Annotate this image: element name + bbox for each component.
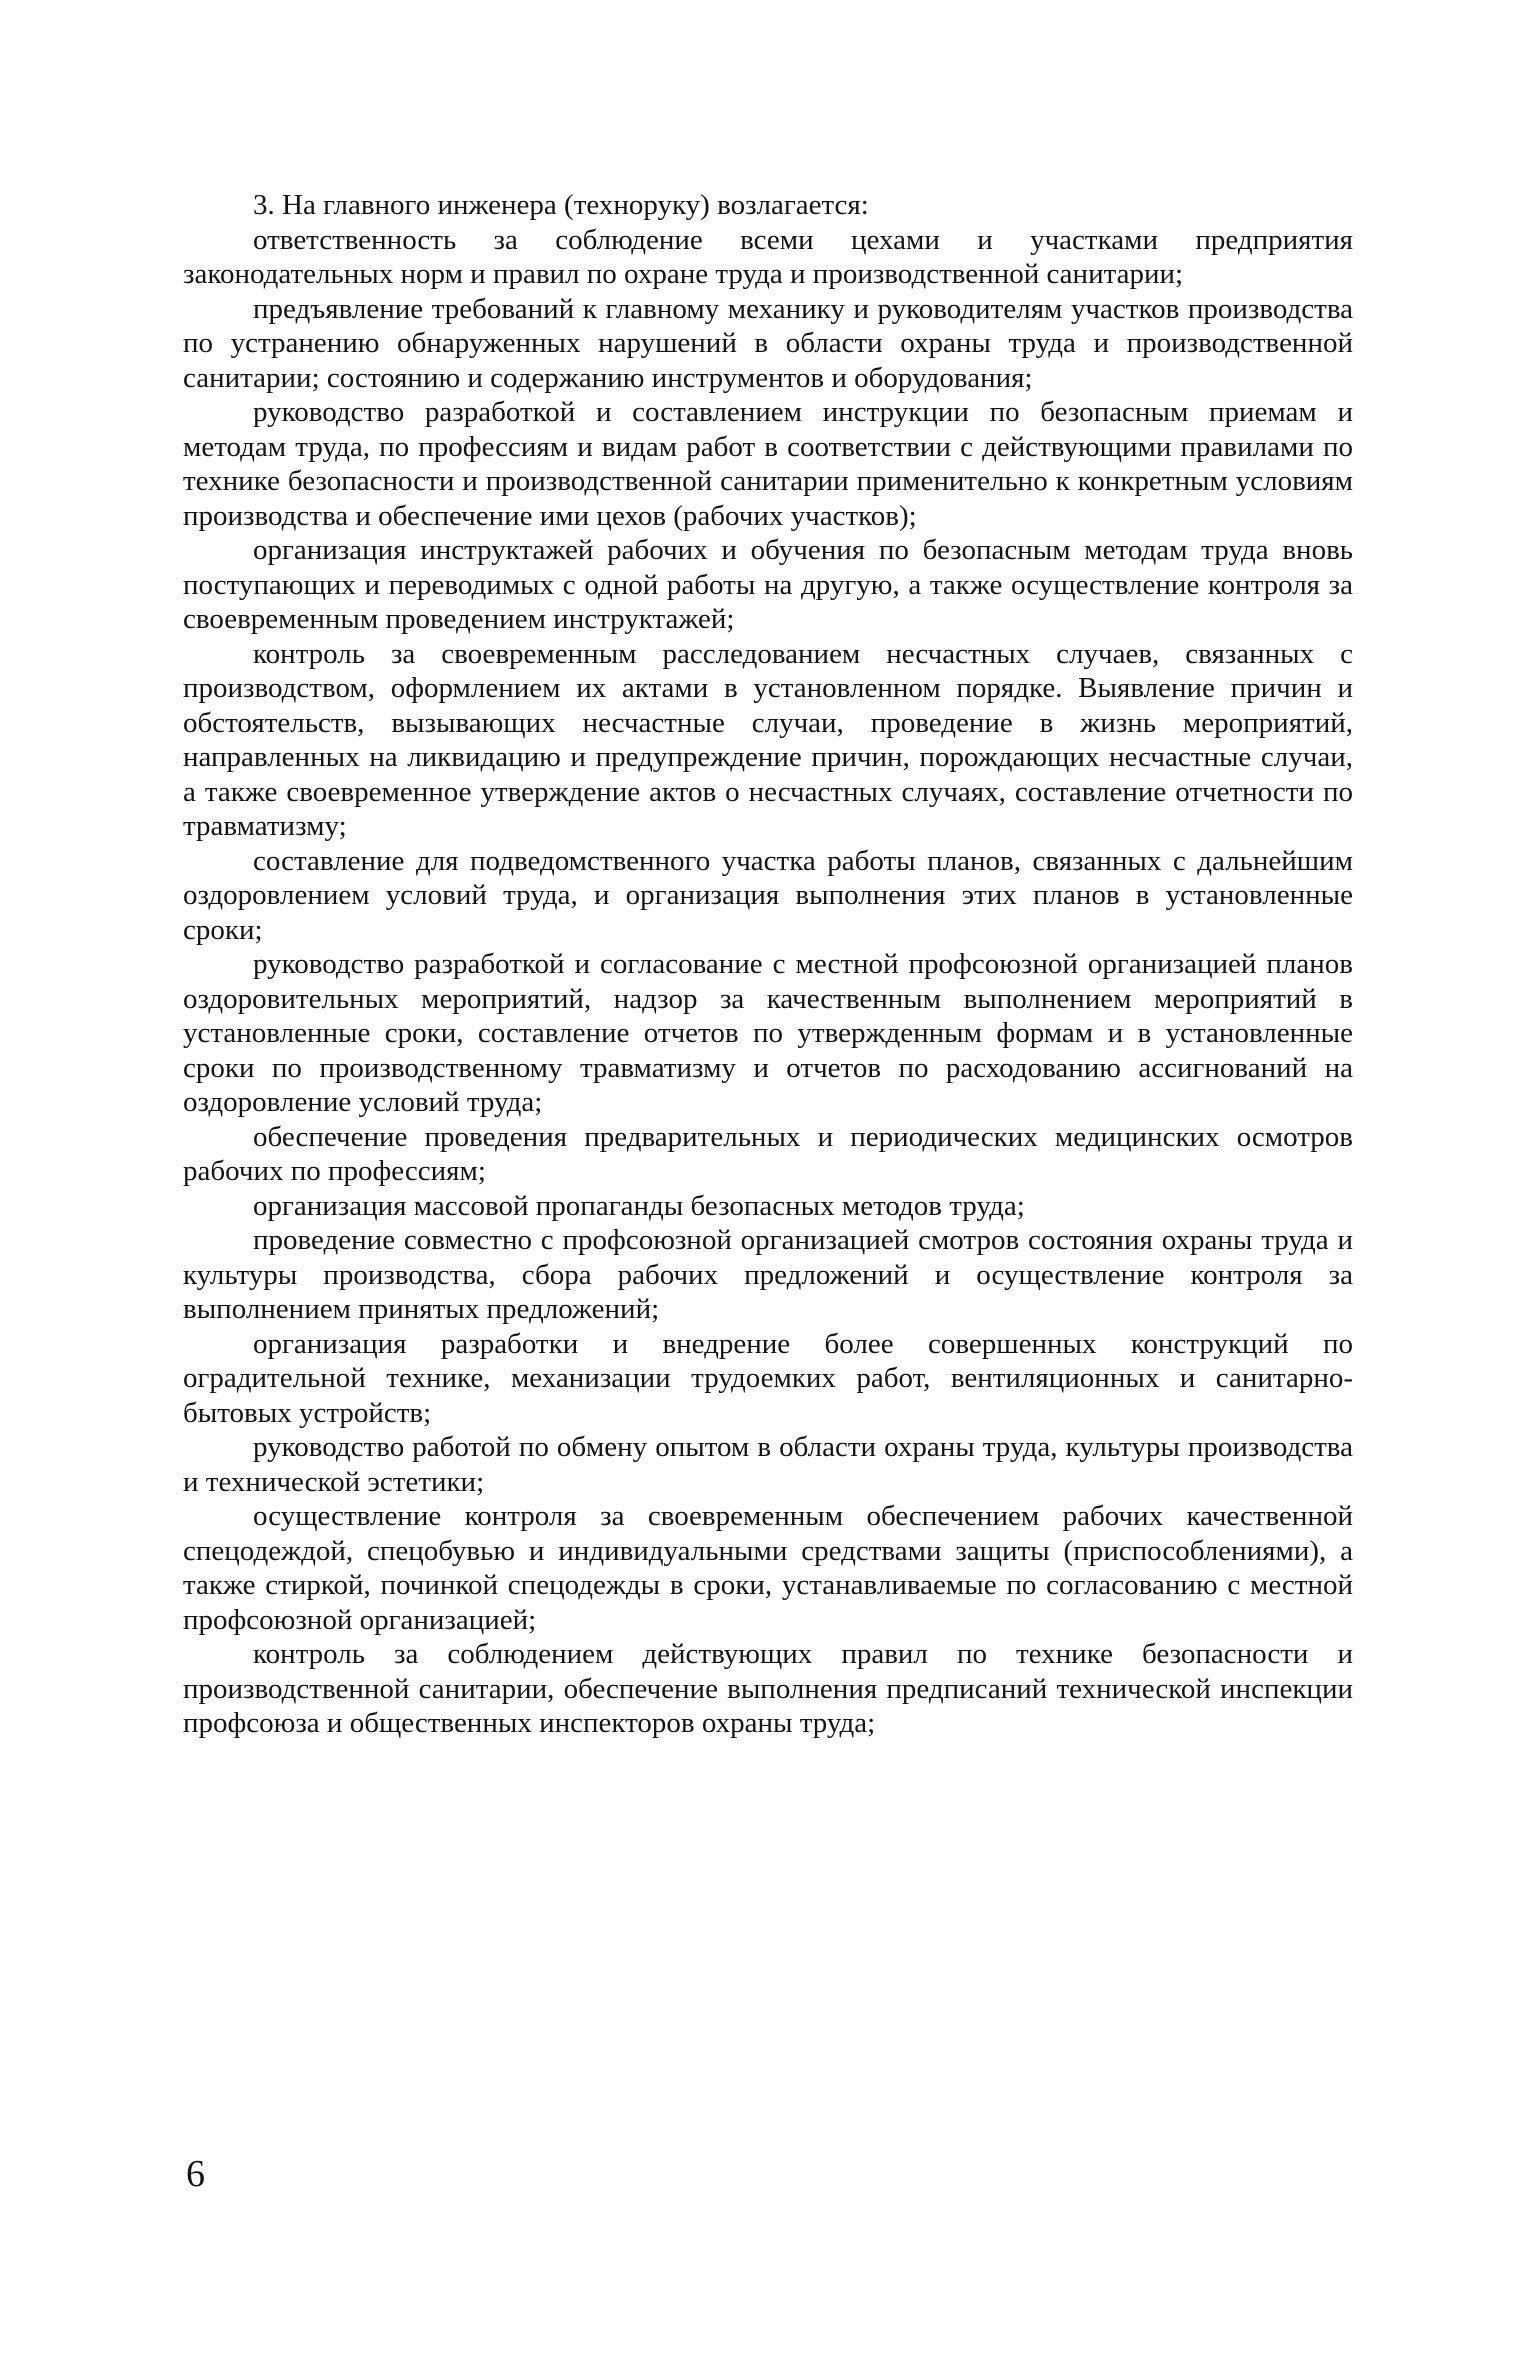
section-heading: 3. На главного инженера (техноруку) возлагается: — [253, 189, 869, 221]
paragraph: руководство работой по обмену опытом в области охраны труда, культуры производства и технической эстетики; — [183, 1431, 1353, 1498]
paragraph: осуществление контроля за своевременным обеспечением рабочих качественной спецодеждой, спецобувью и индивидуальными средствами защиты (приспособлениями), а также стиркой, починкой спецодежды в сроки, устанавливаемые по согласованию с местной профсоюзной организацией; — [183, 1500, 1353, 1636]
paragraph: ответственность за соблюдение всеми цехами и участками предприятия законодательных норм и правил по охране труда и производственной санитарии; — [183, 223, 1353, 290]
paragraph: обеспечение проведения предварительных и периодических медицинских осмотров рабочих по профессиям; — [183, 1120, 1353, 1187]
paragraph: организация инструктажей рабочих и обучения по безопасным методам труда вновь поступающих и переводимых с одной работы на другую, а также осуществление контроля за своевременным проведением инструктажей; — [183, 534, 1353, 635]
body-text — [183, 188, 1353, 1741]
paragraph: контроль за своевременным расследованием несчастных случаев, связанных с производством, оформлением их актами в установленном порядке. Выявление причин и обстоятельств, вызывающих несчастные случаи, проведение в жизнь мероприятий, направленных на ликвидацию и предупреждение причин, порождающих несчастные случаи, а также своевременное утверждение актов о несчастных случаях, составление отчетности по травматизму; — [183, 637, 1353, 842]
page-number: 6 — [186, 2153, 205, 2195]
paragraph: контроль за соблюдением действующих правил по технике безопасности и производственной санитарии, обеспечение выполнения предписаний технической инспекции профсоюза и общественных инспекторов охраны труда; — [183, 1638, 1353, 1739]
paragraph: предъявление требований к главному механику и руководителям участков производства по устранению обнаруженных нарушений в области охраны труда и производственной санитарии; состоянию и содержанию инструментов и оборудования; — [183, 292, 1353, 394]
paragraph: составление для подведомственного участка работы планов, связанных с дальнейшим оздоровлением условий труда, и организация выполнения этих планов в установленные сроки; — [183, 844, 1353, 946]
paragraph: руководство разработкой и согласование с местной профсоюзной организацией планов оздоровительных мероприятий, надзор за качественным выполнением мероприятий в установленные сроки, составление отчетов по утвержденным формам и в установленные сроки по производственному травматизму и отчетов по расходованию ассигнований на оздоровление условий труда; — [183, 948, 1353, 1118]
paragraph: руководство разработкой и составлением инструкции по безопасным приемам и методам труда, по профессиям и видам работ в соответствии с действующими правилами по технике безопасности и производственной санитарии применительно к конкретным условиям производства и обеспечение ими цехов (рабочих участков); — [183, 396, 1353, 532]
paragraph: организация массовой пропаганды безопасных методов труда; — [253, 1189, 1025, 1222]
paragraph: организация разработки и внедрение более совершенных конструкций по оградительной технике, механизации трудоемких работ, вентиляционных и санитарно-бытовых устройств; — [183, 1327, 1353, 1429]
paragraph: проведение совместно с профсоюзной организацией смотров состояния охраны труда и культуры производства, сбора рабочих предложений и осуществление контроля за выполнением принятых предложений; — [183, 1224, 1353, 1325]
